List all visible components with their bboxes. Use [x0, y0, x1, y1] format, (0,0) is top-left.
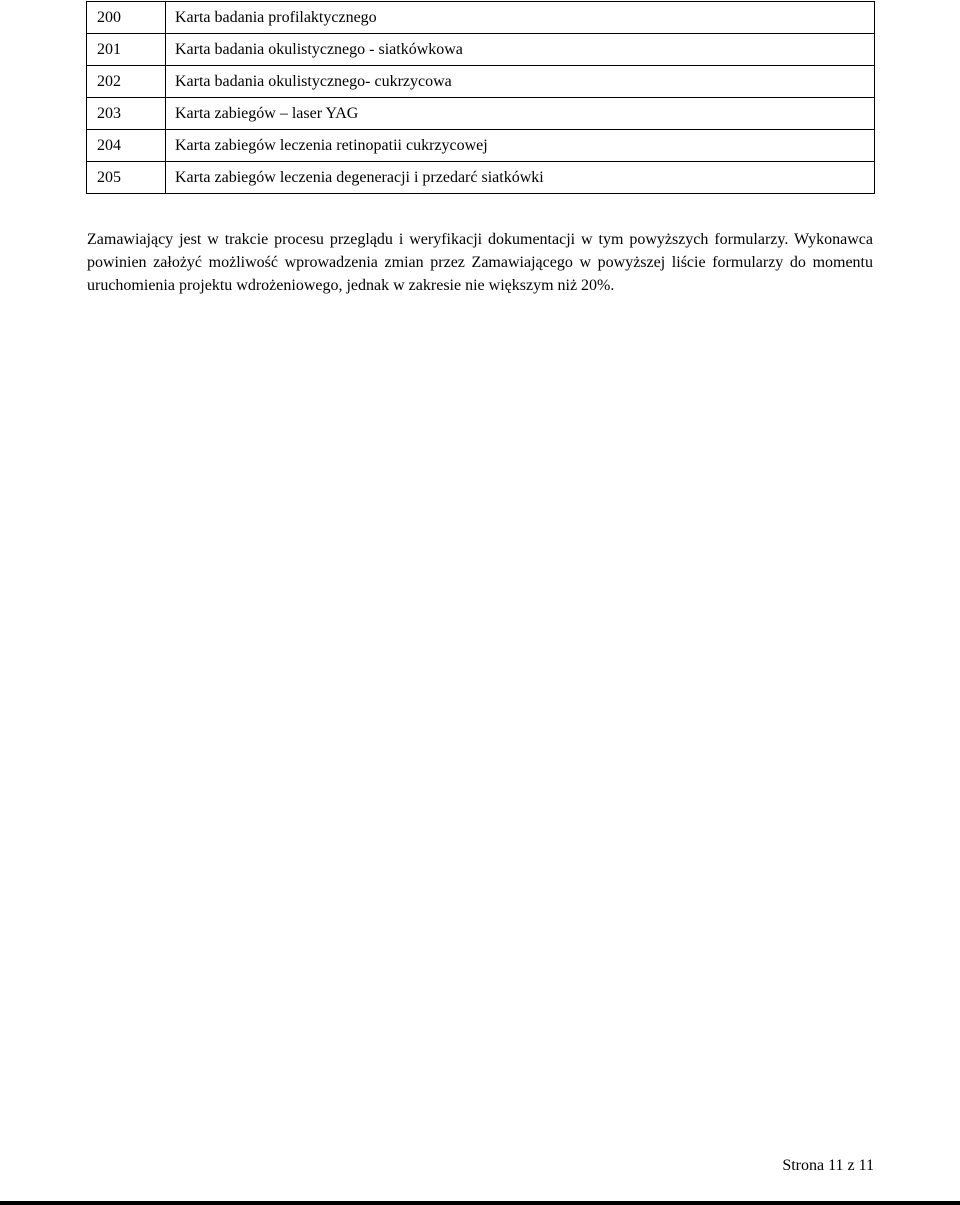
table-row	[87, 34, 875, 66]
table-row	[87, 66, 875, 98]
form-name: Karta zabiegów – laser YAG	[166, 98, 875, 130]
table-row	[87, 130, 875, 162]
form-number: 202	[87, 66, 166, 98]
table-row	[87, 162, 875, 194]
form-name: Karta zabiegów leczenia retinopatii cukrzycowej	[166, 130, 875, 162]
footer-divider	[0, 1201, 960, 1205]
form-number: 203	[87, 98, 166, 130]
table-row	[87, 98, 875, 130]
page-number: Strona 11 z 11	[782, 1157, 874, 1174]
form-name: Karta badania profilaktycznego	[166, 2, 875, 34]
table-row	[87, 2, 875, 34]
form-number: 205	[87, 162, 166, 194]
form-name: Karta badania okulistycznego- cukrzycowa	[166, 66, 875, 98]
form-number: 204	[87, 130, 166, 162]
forms-table	[86, 1, 875, 194]
body-paragraph: Zamawiający jest w trakcie procesu przeglądu i weryfikacji dokumentacji w tym powyższych formularzy. Wykonawca powinien założyć możliwość wprowadzenia zmian przez Zamawiającego w powyższej liście formularzy do momentu uruchomienia projektu wdrożeniowego, jednak w zakresie nie większym niż 20%.	[87, 231, 873, 294]
form-name: Karta badania okulistycznego - siatkówkowa	[166, 34, 875, 66]
form-number: 201	[87, 34, 166, 66]
form-name: Karta zabiegów leczenia degeneracji i przedarć siatkówki	[166, 162, 875, 194]
form-number: 200	[87, 2, 166, 34]
